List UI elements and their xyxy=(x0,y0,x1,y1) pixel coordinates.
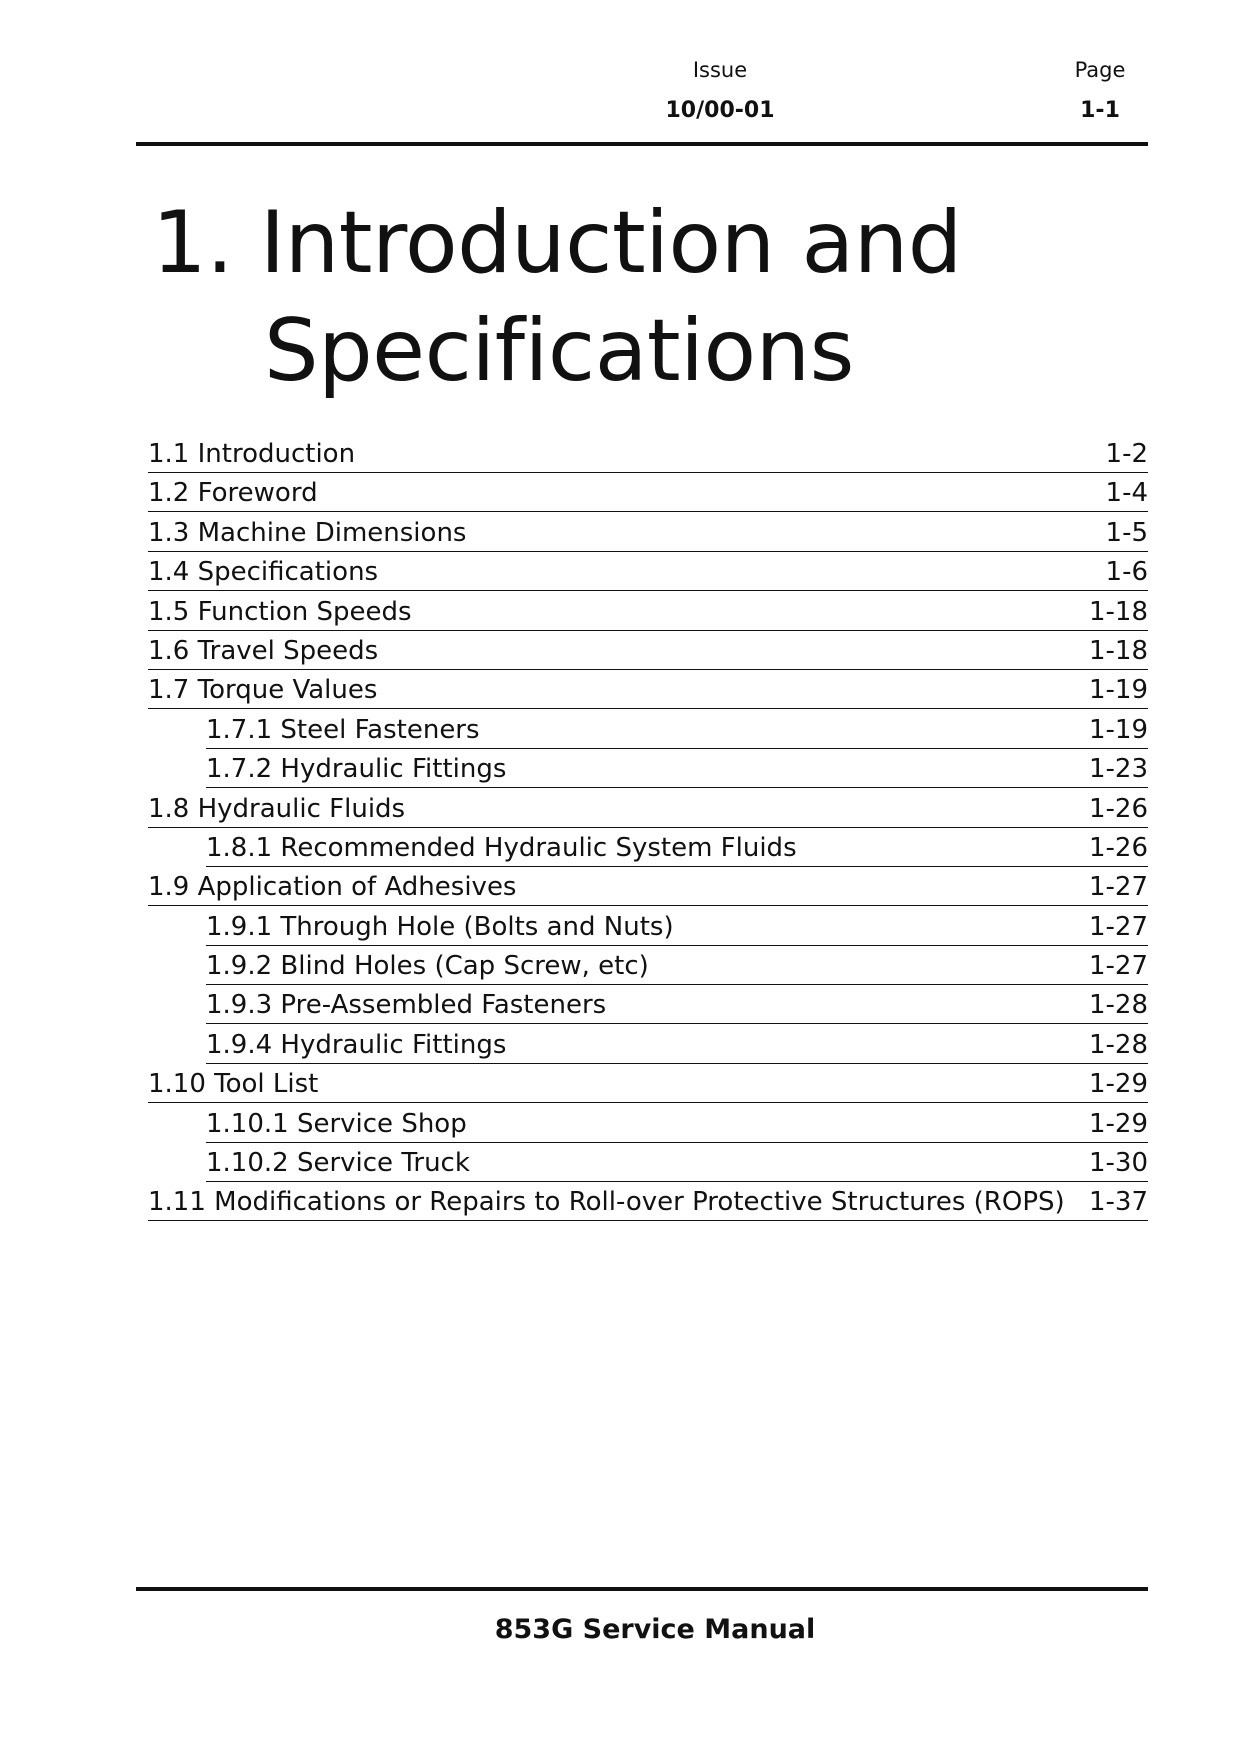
toc-entry-page: 1-27 xyxy=(1088,951,1148,982)
footer-rule xyxy=(136,1587,1148,1591)
toc-entry-page: 1-28 xyxy=(1088,990,1148,1021)
toc-entry[interactable] xyxy=(148,1106,1148,1145)
toc-entry[interactable] xyxy=(148,869,1148,908)
toc-entry-title: 1.9.3 Pre-Assembled Fasteners xyxy=(206,990,607,1021)
toc-entry[interactable] xyxy=(148,1027,1148,1066)
toc-entry[interactable] xyxy=(148,594,1148,633)
toc-entry-title: 1.8 Hydraulic Fluids xyxy=(148,793,406,824)
toc-entry-page: 1-6 xyxy=(1105,557,1148,588)
toc-entry[interactable] xyxy=(148,1066,1148,1105)
toc-entry-title: 1.7 Torque Values xyxy=(148,675,378,706)
toc-entry-page: 1-29 xyxy=(1088,1069,1148,1100)
toc-entry-page: 1-19 xyxy=(1088,714,1148,745)
toc-entry-link[interactable] xyxy=(148,1066,1148,1103)
toc-entry-page: 1-26 xyxy=(1088,793,1148,824)
toc-entry[interactable] xyxy=(148,475,1148,514)
toc-entry-title: 1.9.4 Hydraulic Fittings xyxy=(206,1029,507,1060)
toc-entry-link[interactable] xyxy=(148,554,1148,591)
table-of-contents xyxy=(148,436,1148,1224)
header-rule xyxy=(136,142,1148,146)
issue-value: 10/00-01 xyxy=(665,98,775,123)
toc-entry-title: 1.10 Tool List xyxy=(148,1069,319,1100)
toc-entry[interactable] xyxy=(148,633,1148,672)
toc-entry[interactable] xyxy=(148,515,1148,554)
toc-entry-title: 1.7.1 Steel Fasteners xyxy=(206,714,480,745)
toc-entry-link[interactable] xyxy=(148,791,1148,828)
toc-entry-page: 1-26 xyxy=(1088,832,1148,863)
chapter-title-line-2: Specifications xyxy=(264,301,854,401)
toc-entry-page: 1-5 xyxy=(1105,517,1148,548)
toc-entry-title: 1.1 Introduction xyxy=(148,439,356,469)
toc-entry[interactable] xyxy=(148,909,1148,948)
toc-entry-page: 1-30 xyxy=(1088,1148,1148,1179)
toc-entry-page: 1-2 xyxy=(1105,439,1148,469)
toc-entry-link[interactable] xyxy=(148,515,1148,552)
toc-entry-link[interactable] xyxy=(148,633,1148,670)
toc-entry-link[interactable] xyxy=(206,948,1148,985)
toc-entry[interactable] xyxy=(148,712,1148,751)
toc-entry[interactable] xyxy=(148,830,1148,869)
toc-entry-title: 1.9 Application of Adhesives xyxy=(148,872,517,903)
toc-entry-title: 1.10.2 Service Truck xyxy=(206,1148,470,1179)
page-number: 1-1 xyxy=(1080,98,1120,123)
toc-entry-title: 1.3 Machine Dimensions xyxy=(148,517,467,548)
toc-entry-link[interactable] xyxy=(148,436,1148,473)
toc-entry[interactable] xyxy=(148,791,1148,830)
toc-entry-page: 1-28 xyxy=(1088,1029,1148,1060)
toc-entry-page: 1-37 xyxy=(1088,1187,1148,1218)
toc-entry-page: 1-4 xyxy=(1105,478,1148,509)
toc-entry-link[interactable] xyxy=(148,594,1148,631)
toc-entry[interactable] xyxy=(148,1184,1148,1223)
toc-entry[interactable] xyxy=(148,751,1148,790)
toc-entry-title: 1.4 Specifications xyxy=(148,557,379,588)
toc-entry-link[interactable] xyxy=(148,475,1148,512)
toc-entry[interactable] xyxy=(148,672,1148,711)
toc-entry-title: 1.8.1 Recommended Hydraulic System Fluids xyxy=(206,832,797,863)
toc-entry-page: 1-18 xyxy=(1088,635,1148,666)
toc-entry-title: 1.9.1 Through Hole (Bolts and Nuts) xyxy=(206,911,674,942)
toc-entry-page: 1-27 xyxy=(1088,911,1148,942)
toc-entry-link[interactable] xyxy=(206,751,1148,788)
toc-entry[interactable] xyxy=(148,948,1148,987)
issue-label: Issue xyxy=(692,58,748,82)
toc-entry-page: 1-18 xyxy=(1088,596,1148,627)
toc-entry-link[interactable] xyxy=(206,909,1148,946)
page-label: Page xyxy=(1074,58,1126,82)
toc-entry-title: 1.9.2 Blind Holes (Cap Screw, etc) xyxy=(206,951,649,982)
toc-entry[interactable] xyxy=(148,436,1148,475)
toc-entry-page: 1-19 xyxy=(1088,675,1148,706)
toc-entry[interactable] xyxy=(148,987,1148,1026)
toc-entry[interactable] xyxy=(148,1145,1148,1184)
toc-entry-page: 1-27 xyxy=(1088,872,1148,903)
toc-entry-title: 1.6 Travel Speeds xyxy=(148,635,379,666)
toc-entry-title: 1.10.1 Service Shop xyxy=(206,1108,467,1139)
toc-entry-link[interactable] xyxy=(206,987,1148,1024)
toc-entry-link[interactable] xyxy=(206,830,1148,867)
toc-entry-title: 1.11 Modifications or Repairs to Roll-over Protective Structures (ROPS) xyxy=(148,1187,1065,1218)
chapter-title-line-1: 1. Introduction and xyxy=(152,193,962,293)
toc-entry-link[interactable] xyxy=(206,1145,1148,1182)
toc-entry-title: 1.2 Foreword xyxy=(148,478,318,509)
manual-title-footer: 853G Service Manual xyxy=(494,1614,816,1645)
toc-entry-link[interactable] xyxy=(206,1106,1148,1143)
toc-entry-link[interactable] xyxy=(148,869,1148,906)
toc-entry-link[interactable] xyxy=(148,1184,1148,1221)
toc-entry-link[interactable] xyxy=(148,672,1148,709)
toc-entry-page: 1-29 xyxy=(1088,1108,1148,1139)
toc-entry-page: 1-23 xyxy=(1088,754,1148,785)
toc-entry[interactable] xyxy=(148,554,1148,593)
toc-entry-title: 1.5 Function Speeds xyxy=(148,596,412,627)
toc-entry-link[interactable] xyxy=(206,1027,1148,1064)
toc-entry-link[interactable] xyxy=(206,712,1148,749)
toc-entry-title: 1.7.2 Hydraulic Fittings xyxy=(206,754,507,785)
